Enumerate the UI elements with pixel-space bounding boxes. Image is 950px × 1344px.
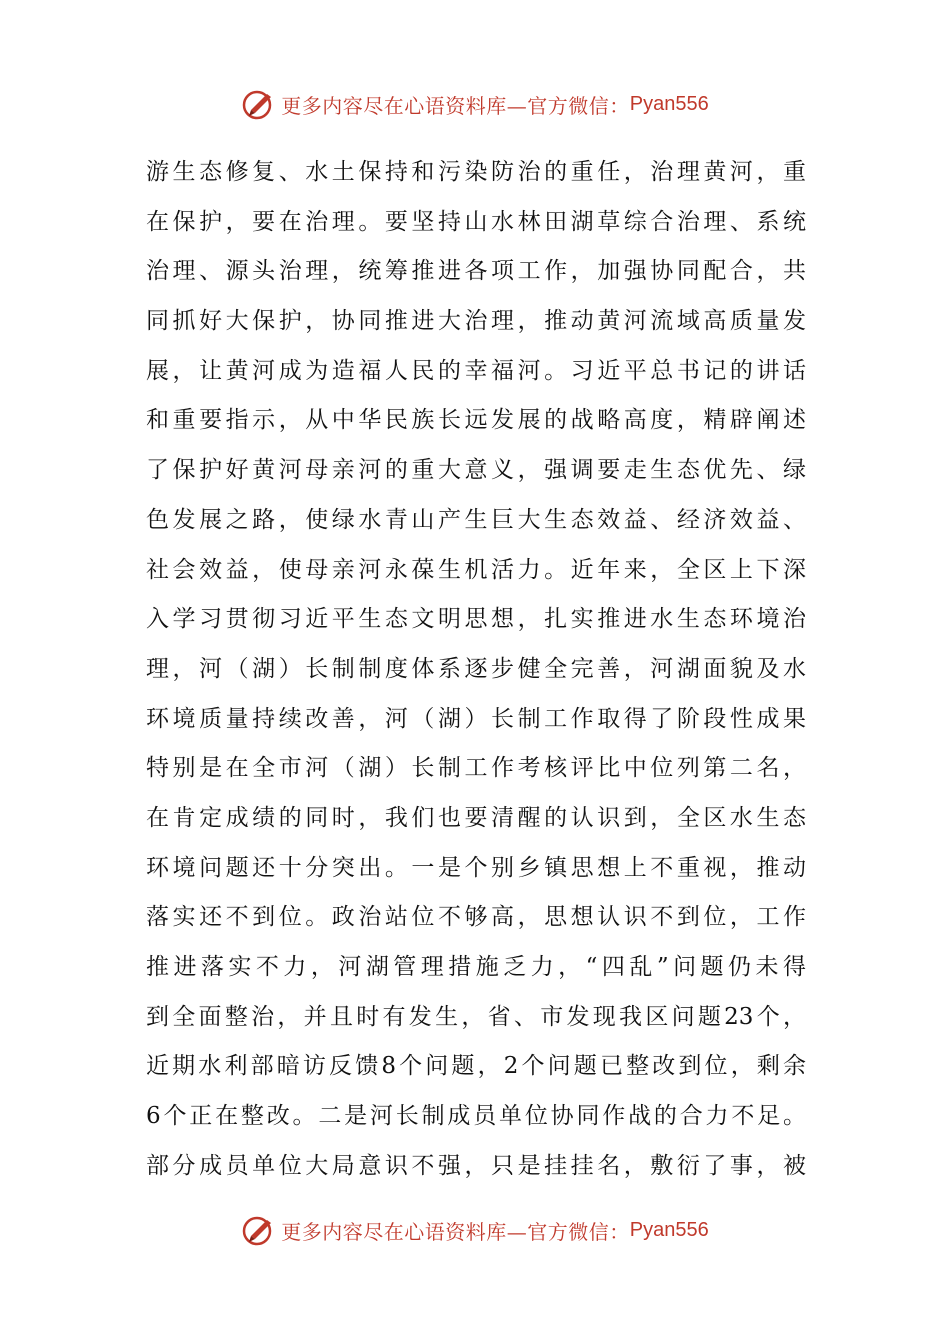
text-line: 社会效益，使母亲河永葆生机活力。近年来，全区上下深 xyxy=(146,556,806,583)
header-banner xyxy=(0,84,950,124)
text-line: 特别是在全市河（湖）长制工作考核评比中位列第二名， xyxy=(146,755,806,782)
banner-wechat-id: Pyan556 xyxy=(629,92,709,115)
text-line: 近期水利部暗访反馈8个问题，2个问题已整改到位，剩余 xyxy=(146,1053,806,1080)
pen-logo-icon xyxy=(241,1212,277,1248)
text-line: 理，河（湖）长制制度体系逐步健全完善，河湖面貌及水 xyxy=(146,655,806,682)
text-line: 环境质量持续改善，河（湖）长制工作取得了阶段性成果 xyxy=(146,705,806,732)
text-line: 在肯定成绩的同时，我们也要清醒的认识到，全区水生态 xyxy=(146,804,806,831)
text-line: 了保护好黄河母亲河的重大意义，强调要走生态优先、绿 xyxy=(146,457,806,484)
text-line: 环境问题还十分突出。一是个别乡镇思想上不重视，推动 xyxy=(146,854,806,881)
text-line: 到全面整治，并且时有发生，省、市发现我区问题23个， xyxy=(146,1003,806,1030)
text-line: 和重要指示，从中华民族长远发展的战略高度，精辟阐述 xyxy=(146,407,806,434)
banner-text: 更多内容尽在心语资料库—官方微信： xyxy=(281,93,630,118)
text-line: 展，让黄河成为造福人民的幸福河。习近平总书记的讲话 xyxy=(146,357,806,384)
text-line: 色发展之路，使绿水青山产生巨大生态效益、经济效益、 xyxy=(146,506,806,533)
text-line: 同抓好大保护，协同推进大治理，推动黄河流域高质量发 xyxy=(146,308,806,335)
text-line: 推进落实不力，河湖管理措施乏力，“四乱”问题仍未得 xyxy=(146,954,806,980)
banner-text: 更多内容尽在心语资料库—官方微信： xyxy=(281,1219,630,1244)
text-line: 部分成员单位大局意识不强，只是挂挂名，敷衍了事，被 xyxy=(146,1152,806,1179)
text-line: 6个正在整改。二是河长制成员单位协同作战的合力不足。 xyxy=(146,1103,806,1130)
footer-banner xyxy=(0,1210,950,1250)
text-line: 游生态修复、水土保持和污染防治的重任，治理黄河，重 xyxy=(146,159,806,185)
text-line: 落实还不到位。政治站位不够高，思想认识不到位，工作 xyxy=(146,904,806,931)
text-line: 在保护，要在治理。要坚持山水林田湖草综合治理、系统 xyxy=(146,208,806,235)
document-body xyxy=(146,148,806,1191)
banner-wechat-id: Pyan556 xyxy=(629,1218,709,1241)
pen-logo-icon xyxy=(241,86,277,122)
text-line: 入学习贯彻习近平生态文明思想，扎实推进水生态环境治 xyxy=(146,606,806,633)
text-line: 治理、源头治理，统筹推进各项工作，加强协同配合，共 xyxy=(146,258,806,285)
